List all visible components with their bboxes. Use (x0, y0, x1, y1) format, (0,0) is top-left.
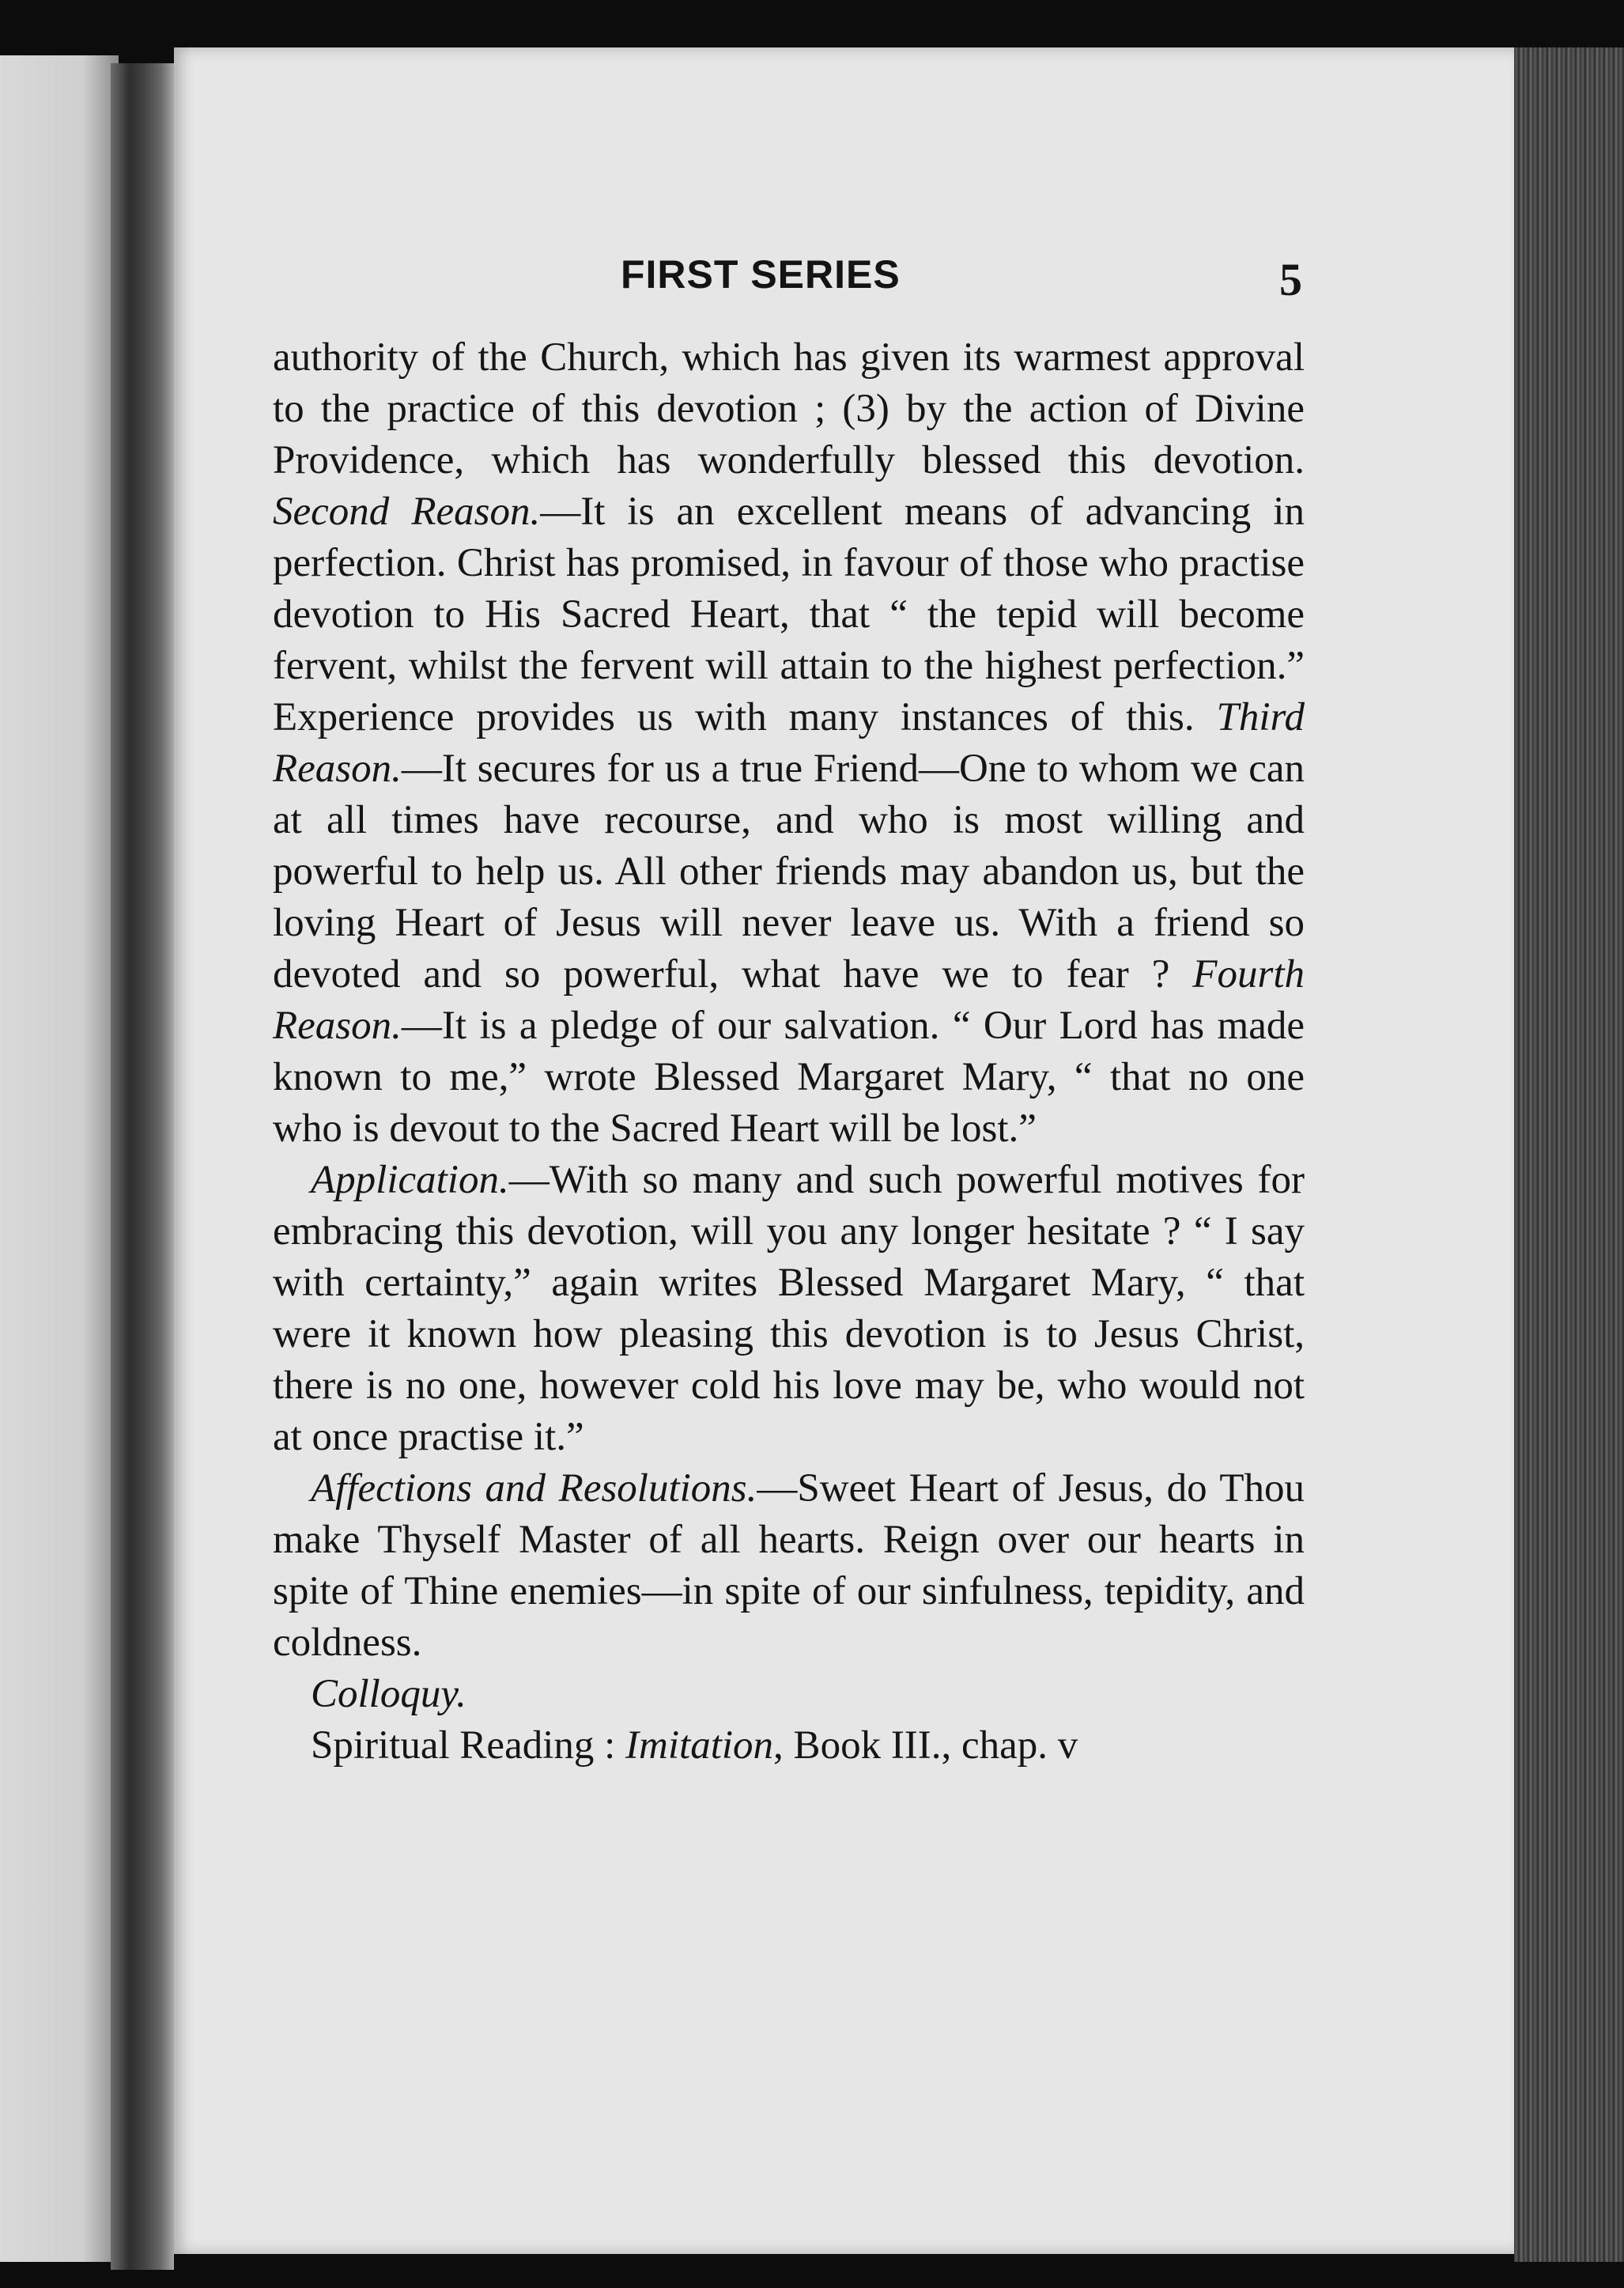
text-run: authority of the Church, which has given its warmest approval to the practice of this devotion ; (3) by the action of Divine Providence, which has wonderfully blessed this devotion. (273, 335, 1305, 482)
text-run: —It is a pledge of our salvation. “ Our Lord has made known to me,” wrote Blessed Margaret Mary, “ that no one who is devout to the Sacred Heart will be lost.” (273, 1004, 1305, 1151)
heading-affections: Affections and Resolutions. (311, 1466, 757, 1511)
heading-application: Application. (311, 1158, 509, 1202)
heading-fourth-reason: Fourth Reason. (273, 952, 1305, 1048)
page-stack-edge (1514, 47, 1624, 2262)
paragraph-colloquy (273, 1669, 1305, 1720)
page-number: 5 (1279, 254, 1302, 305)
text-run: —With so many and such powerful motives for embracing this devotion, will you any longer hesitate ? “ I say with certainty,” again writes Blessed Margaret Mary, “ that were it known how pleasing this devotion is to Jesus Christ, there is no one, however cold his love may be, who would not at once practise it.” (273, 1158, 1305, 1459)
page-header (621, 251, 1316, 305)
paragraph-reasons (273, 332, 1305, 1155)
text-run: —It is an excellent means of advancing in perfection. Christ has promised, in favour of those who practise devotion to His Sacred Heart, that “ the tepid will become fervent, whilst the fervent will attain to the highest perfection.” Experience provides us with many instances of this. (273, 490, 1305, 739)
text-run: , Book III., chap. v (773, 1723, 1078, 1768)
text-run: —Sweet Heart of Jesus, do Thou make Thyself Master of all hearts. Reign over our hearts in spite of Thine enemies—in spite of our sinfulness, tepidity, and coldness. (273, 1466, 1305, 1665)
heading-second-reason: Second Reason. (273, 490, 541, 534)
running-head: FIRST SERIES (621, 252, 901, 297)
page-body (273, 332, 1305, 1772)
text-run: Spiritual Reading : (311, 1723, 626, 1768)
text-run: —It secures for us a true Friend—One to whom we can at all times have recourse, and who is most willing and powerful to help us. All other friends may abandon us, but the loving Heart of Jesus will never leave us. With a friend so devoted and so powerful, what have we to fear ? (273, 747, 1305, 997)
heading-colloquy: Colloquy. (311, 1672, 466, 1716)
facing-page-edge (0, 55, 119, 2262)
paragraph-application (273, 1155, 1305, 1463)
book-gutter (111, 63, 174, 2270)
paragraph-spiritual-reading (273, 1720, 1305, 1772)
heading-third-reason: Third Reason. (273, 695, 1305, 791)
paragraph-affections (273, 1463, 1305, 1669)
book-title: Imitation (625, 1723, 774, 1768)
